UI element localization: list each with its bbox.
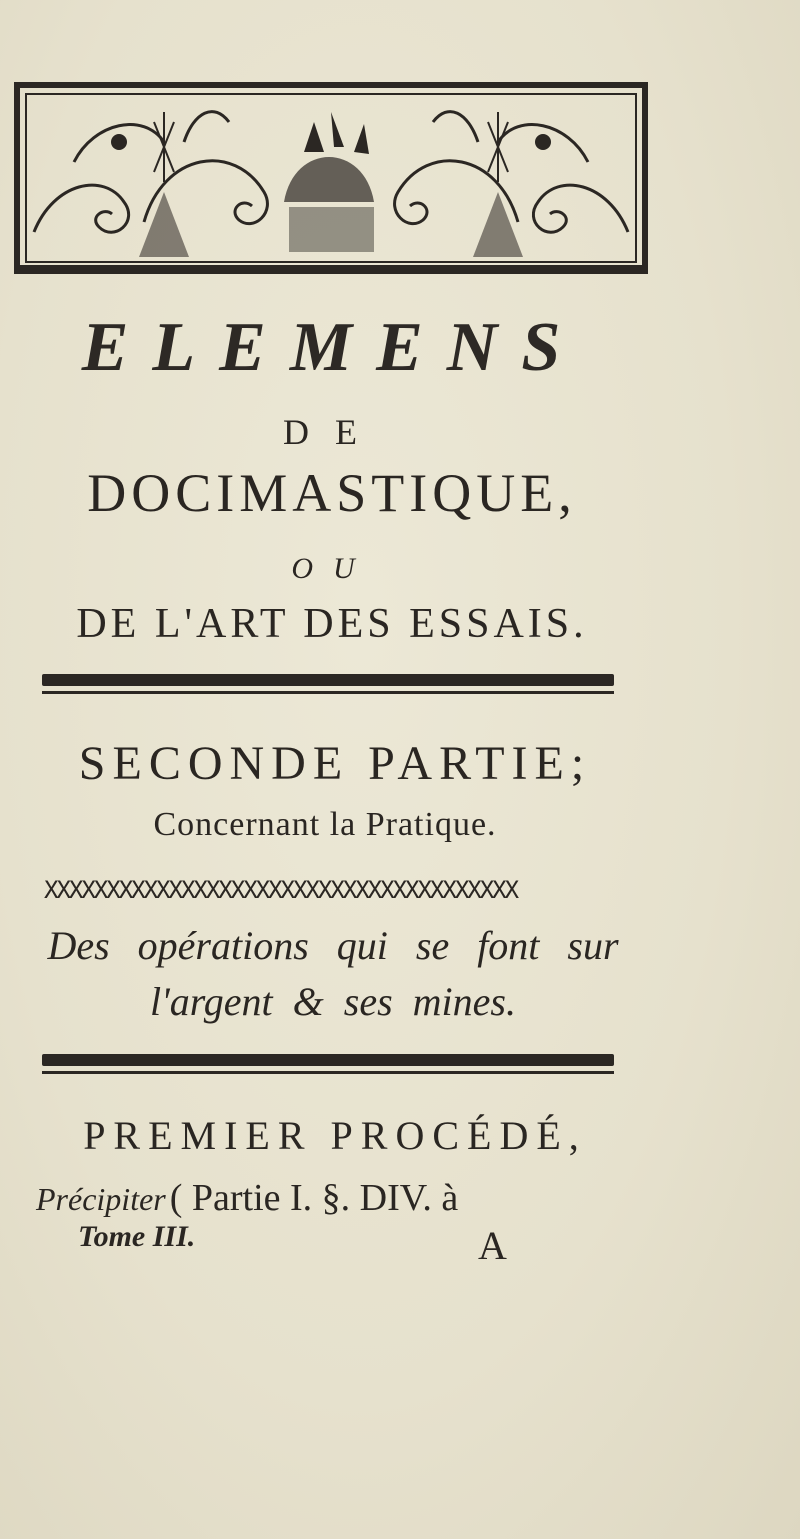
section-title-line1: Des opérations qui se font sur xyxy=(47,923,619,968)
section-title-line2: l'argent & ses mines. xyxy=(150,979,516,1024)
volume-label: Tome III. xyxy=(78,1220,196,1253)
title-connector-ou: OU xyxy=(291,552,375,585)
alternate-title: DE L'ART DES ESSAIS. xyxy=(76,601,588,647)
divider-rule-top xyxy=(42,674,614,696)
signature-mark: A xyxy=(478,1223,507,1268)
body-first-line xyxy=(36,1176,636,1226)
part-subheading: Concernant la Pratique. xyxy=(153,806,497,843)
procedure-heading: PREMIER PROCÉDÉ, xyxy=(83,1113,587,1158)
part-heading: SECONDE PARTIE; xyxy=(78,737,592,790)
book-title: ELEMENS xyxy=(81,309,585,386)
title-connector-de: DE xyxy=(283,412,383,452)
ornamental-headpiece-icon xyxy=(14,82,648,274)
divider-rule-bottom xyxy=(42,1054,614,1076)
ornament-border-row: XXXXXXXXXXXXXXXXXXXXXXXXXXXXXXXXXXXXXX xyxy=(44,876,518,904)
part-reference: ( Partie I. §. DIV. à xyxy=(169,1177,459,1219)
book-subject: DOCIMASTIQUE, xyxy=(87,463,577,523)
catchword-precipiter: Précipiter xyxy=(36,1181,166,1217)
